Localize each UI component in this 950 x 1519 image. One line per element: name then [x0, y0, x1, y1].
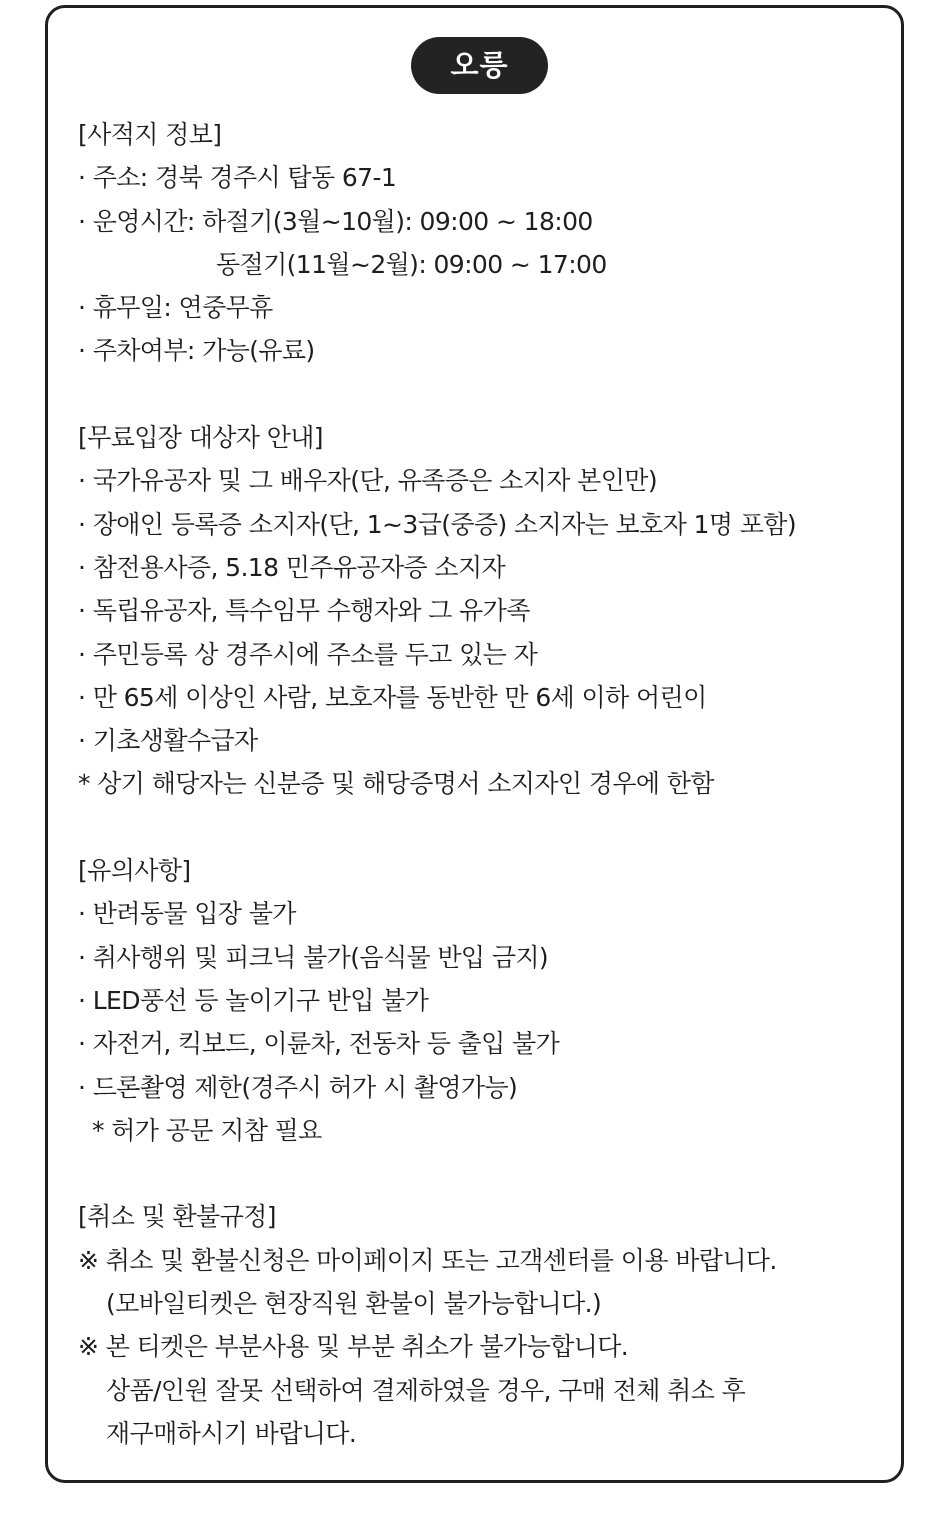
free-entry-item: · 참전용사증, 5.18 민주유공자증 소지자 [78, 552, 506, 582]
caution-item: · 자전거, 킥보드, 이륜차, 전동차 등 출입 불가 [78, 1029, 560, 1059]
refund-item: ※ 취소 및 환불신청은 마이페이지 또는 고객센터를 이용 바랍니다. [78, 1245, 777, 1275]
title-badge: 오릉 [411, 37, 548, 94]
caution-item: · 드론촬영 제한(경주시 허가 시 촬영가능) [78, 1072, 518, 1102]
closed-days-line: · 휴무일: 연중무휴 [78, 293, 273, 323]
section-heading-site-info: [사적지 정보] [78, 120, 222, 149]
free-entry-item: · 장애인 등록증 소지자(단, 1~3급(중증) 소지자는 보호자 1명 포함) [78, 509, 796, 539]
section-heading-free-entry: [무료입장 대상자 안내] [78, 423, 323, 453]
hours-summer-line: · 운영시간: 하절기(3월~10월): 09:00 ~ 18:00 [78, 206, 593, 236]
parking-line: · 주차여부: 가능(유료) [78, 336, 315, 366]
address-line: · 주소: 경북 경주시 탑동 67-1 [78, 163, 397, 193]
caution-item: · LED풍선 등 놀이기구 반입 불가 [78, 985, 429, 1015]
caution-item: · 반려동물 입장 불가 [78, 899, 296, 929]
hours-winter-line: 동절기(11월~2월): 09:00 ~ 17:00 [216, 249, 607, 279]
free-entry-note: * 상기 해당자는 신분증 및 해당증명서 소지자인 경우에 한함 [78, 769, 714, 799]
caution-item: · 취사행위 및 피크닉 불가(음식물 반입 금지) [78, 942, 549, 972]
refund-item: ※ 본 티켓은 부분사용 및 부분 취소가 불가능합니다. [78, 1332, 629, 1362]
info-content [78, 113, 878, 1455]
free-entry-item: · 만 65세 이상인 사람, 보호자를 동반한 만 6세 이하 어린이 [78, 682, 707, 712]
refund-item-sub: 재구매하시기 바랍니다. [106, 1418, 357, 1448]
caution-note: * 허가 공문 지참 필요 [92, 1115, 322, 1145]
section-heading-cautions: [유의사항] [78, 856, 191, 886]
free-entry-item: · 기초생활수급자 [78, 726, 258, 756]
free-entry-item: · 국가유공자 및 그 배우자(단, 유족증은 소지자 본인만) [78, 466, 657, 496]
section-heading-refund: [취소 및 환불규정] [78, 1202, 276, 1232]
refund-item-sub: 상품/인원 잘못 선택하여 결제하였을 경우, 구매 전체 취소 후 [106, 1375, 746, 1405]
free-entry-item: · 주민등록 상 경주시에 주소를 두고 있는 자 [78, 639, 538, 669]
free-entry-item: · 독립유공자, 특수임무 수행자와 그 유가족 [78, 596, 530, 626]
refund-item-sub: (모바일티켓은 현장직원 환불이 불가능합니다.) [106, 1289, 602, 1319]
